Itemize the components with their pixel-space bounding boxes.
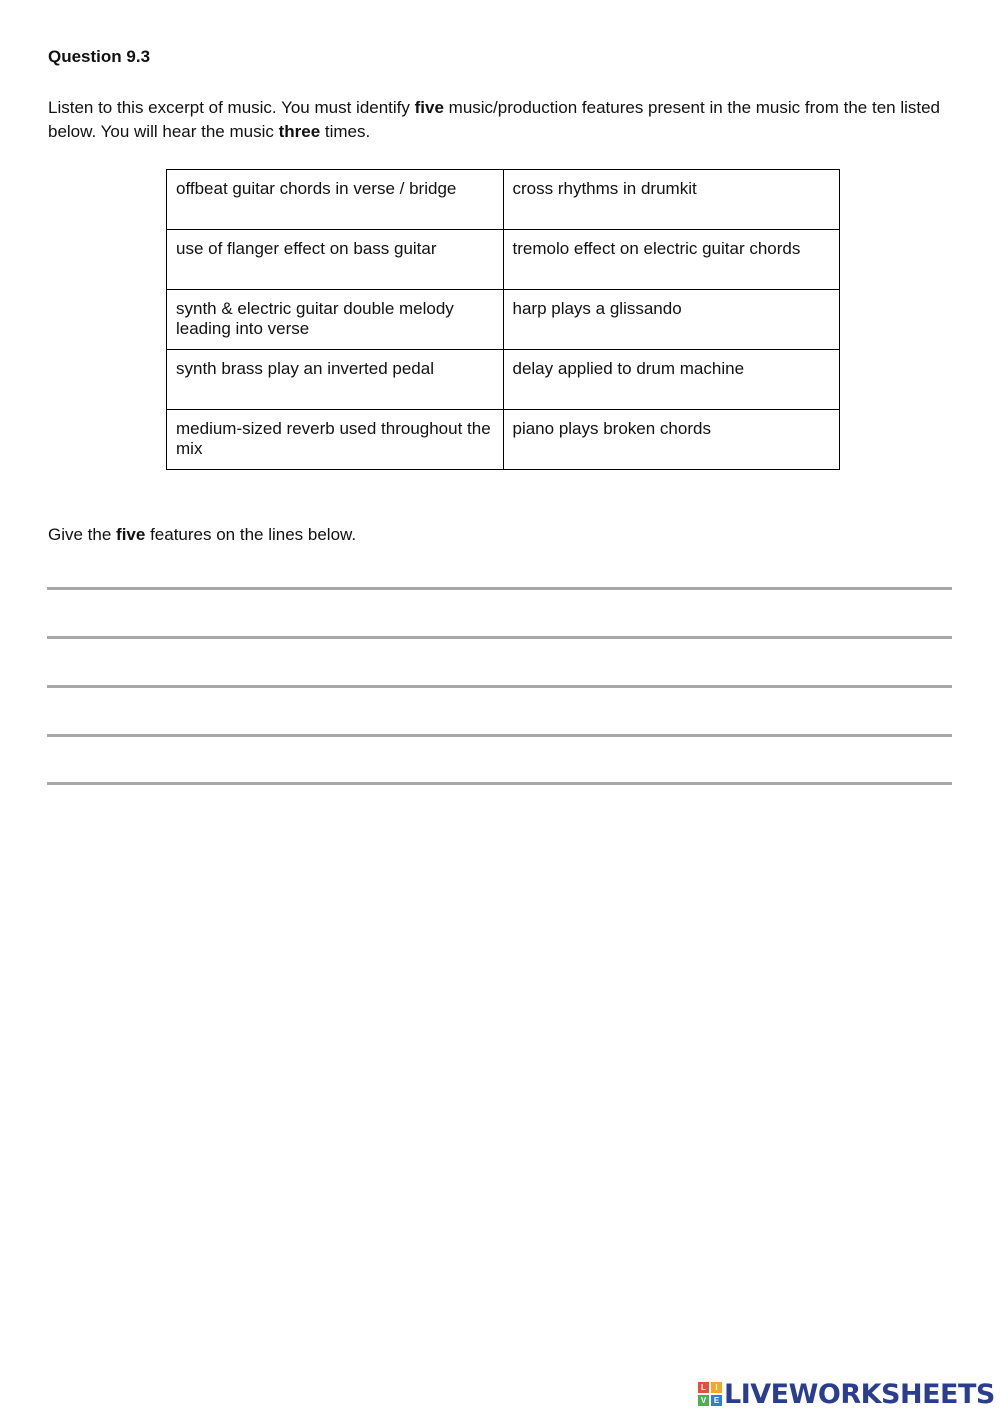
answer-prompt-part-1: Give the [48,525,117,544]
feature-cell: piano plays broken chords [503,410,840,470]
answer-line-5[interactable] [47,782,952,785]
table-row [167,350,840,410]
logo-letter: I [711,1382,722,1393]
table-row [167,290,840,350]
answer-prompt [48,525,356,545]
logo-text: LIVEWORKSHEETS [724,1378,995,1410]
instructions-part-2: music/production features present in the music from the ten listed below. You will hear the music [48,98,941,141]
feature-cell: medium-sized reverb used throughout the mix [167,410,504,470]
logo-letter: L [698,1382,709,1393]
instructions-part-1: Listen to this excerpt of music. You must identify [48,98,415,117]
logo-letter: V [698,1395,709,1406]
answer-prompt-bold: five [116,525,146,544]
features-table [166,169,840,470]
feature-cell: harp plays a glissando [503,290,840,350]
instructions-text [48,96,953,144]
feature-cell: delay applied to drum machine [503,350,840,410]
table-row [167,410,840,470]
feature-cell: tremolo effect on electric guitar chords [503,230,840,290]
feature-cell: cross rhythms in drumkit [503,170,840,230]
instructions-part-3: times. [320,122,371,141]
logo-letter: E [711,1395,722,1406]
feature-cell: use of flanger effect on bass guitar [167,230,504,290]
answer-line-3[interactable] [47,685,952,688]
question-title: Question 9.3 [48,47,151,66]
feature-cell: synth brass play an inverted pedal [167,350,504,410]
feature-cell: offbeat guitar chords in verse / bridge [167,170,504,230]
answer-line-1[interactable] [47,587,952,590]
table-row [167,230,840,290]
instructions-bold-five: five [414,98,444,117]
instructions-bold-three: three [278,122,321,141]
answer-line-4[interactable] [47,734,952,737]
answer-line-2[interactable] [47,636,952,639]
table-row [167,170,840,230]
liveworksheets-logo [698,1377,995,1411]
feature-cell: synth & electric guitar double melody leading into verse [167,290,504,350]
answer-prompt-part-2: features on the lines below. [145,525,357,544]
logo-icon [698,1382,722,1406]
